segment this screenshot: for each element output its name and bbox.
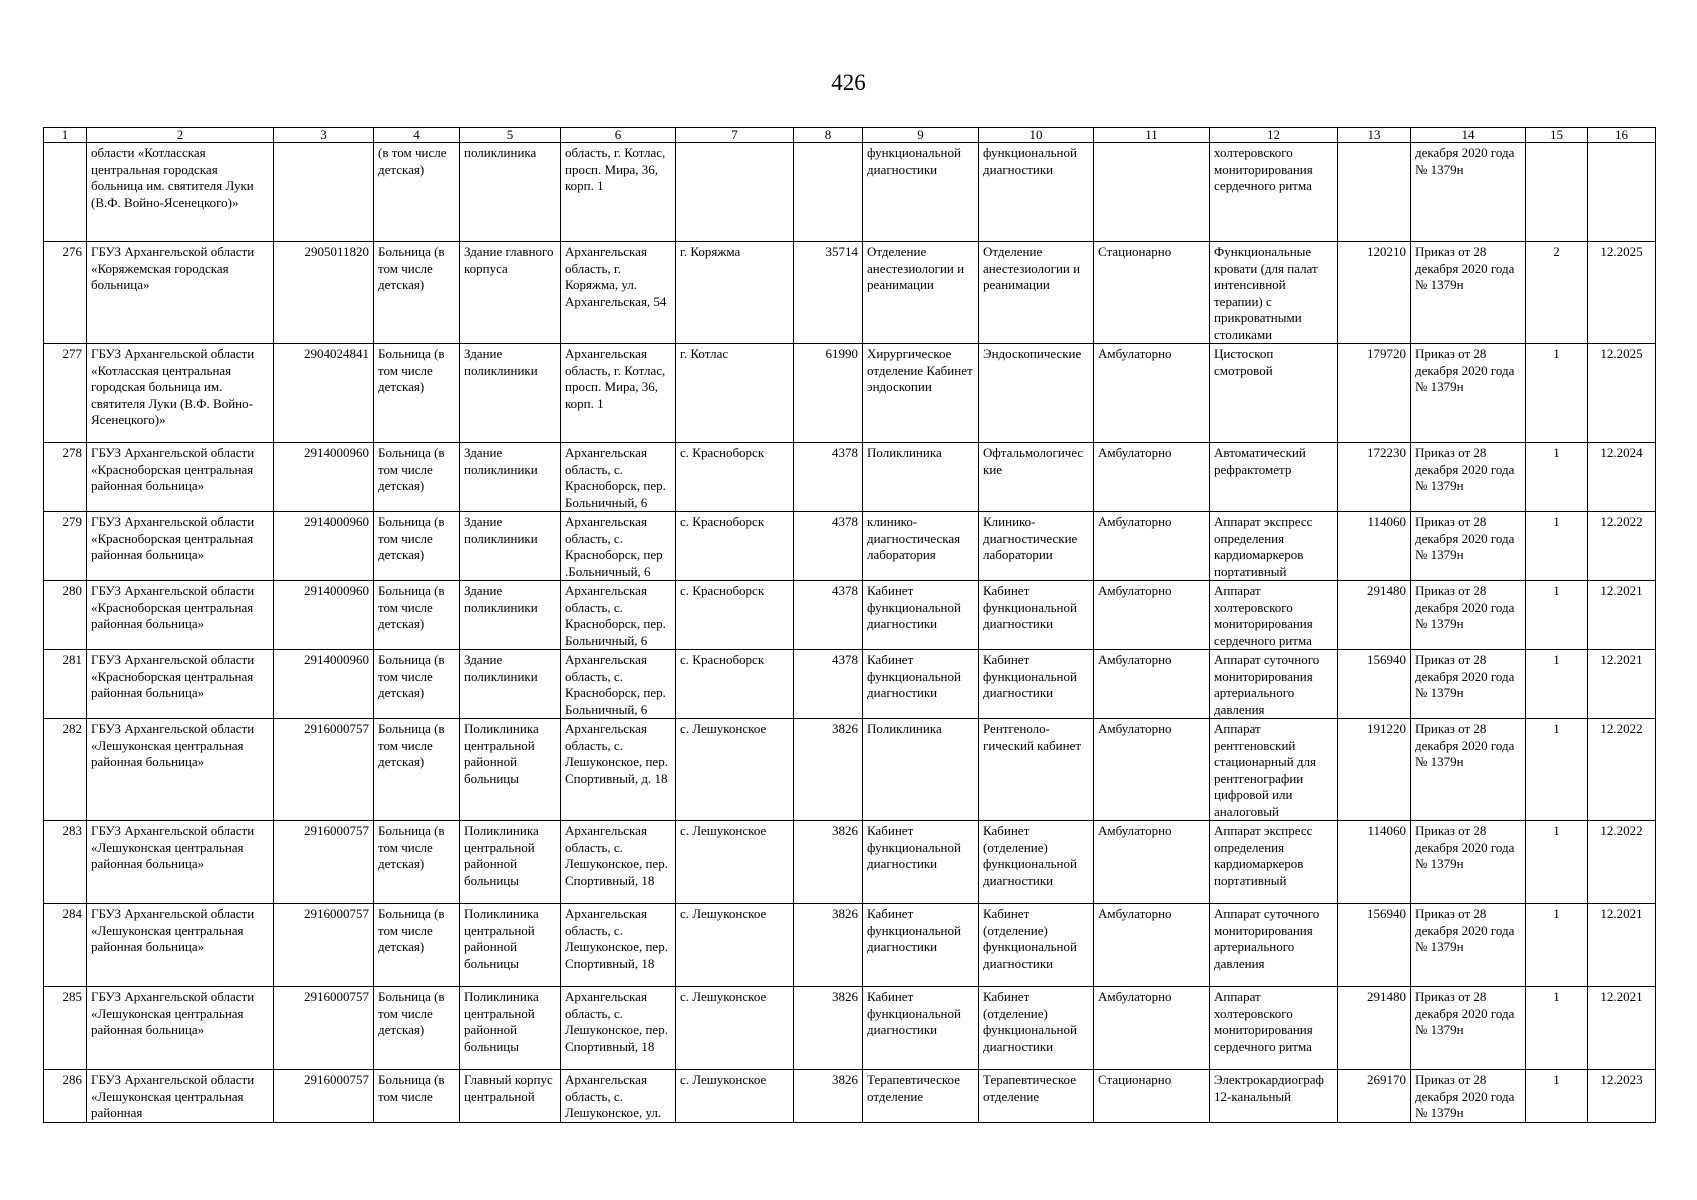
- column-header-5: 5: [460, 128, 561, 143]
- table-cell-col-4: Больница (в том числе детская): [374, 904, 460, 987]
- table-cell-col-8: 61990: [794, 344, 863, 443]
- table-cell-col-8: 3826: [794, 904, 863, 987]
- table-cell-col-1: 277: [44, 344, 87, 443]
- table-cell-col-8: 35714: [794, 242, 863, 344]
- table-cell-col-8: 3826: [794, 821, 863, 904]
- table-cell-col-11: Амбулаторно: [1094, 987, 1210, 1070]
- table-cell-col-13: 156940: [1338, 904, 1411, 987]
- table-cell-col-9: Поликлиника: [863, 443, 979, 512]
- table-cell-col-5: поликлиника: [460, 143, 561, 242]
- table-cell-col-2: ГБУЗ Архангельской области «Лешуконская центральная районная больница»: [87, 719, 274, 821]
- table-cell-col-4: Больница (в том числе: [374, 1070, 460, 1123]
- table-cell-col-9: Отделение анестезиологии и реанимации: [863, 242, 979, 344]
- table-cell-col-5: Поликлиника центральной районной больницы: [460, 904, 561, 987]
- table-cell-col-13: 291480: [1338, 581, 1411, 650]
- table-cell-col-14: Приказ от 28 декабря 2020 года № 1379н: [1411, 344, 1526, 443]
- table-cell-col-14: Приказ от 28 декабря 2020 года № 1379н: [1411, 904, 1526, 987]
- table-cell-col-6: Архангельская область, г. Котлас, просп. Мира, 36, корп. 1: [561, 344, 676, 443]
- table-cell-col-11: Стационарно: [1094, 242, 1210, 344]
- table-cell-col-1: 284: [44, 904, 87, 987]
- table-cell-col-13: 179720: [1338, 344, 1411, 443]
- table-cell-col-4: (в том числе детская): [374, 143, 460, 242]
- table-cell-col-11: Амбулаторно: [1094, 443, 1210, 512]
- table-cell-col-3: [274, 143, 374, 242]
- table-cell-col-13: 114060: [1338, 512, 1411, 581]
- table-cell-col-4: Больница (в том числе детская): [374, 581, 460, 650]
- table-cell-col-7: [676, 143, 794, 242]
- table-cell-col-8: 4378: [794, 512, 863, 581]
- table-cell-col-11: Стационарно: [1094, 1070, 1210, 1123]
- table-cell-col-10: Кабинет (отделение) функциональной диагностики: [979, 904, 1094, 987]
- column-header-2: 2: [87, 128, 274, 143]
- table-cell-col-12: Аппарат холтеровского мониторирования сердечного ритма: [1210, 581, 1338, 650]
- table-cell-col-5: Здание поликлиники: [460, 512, 561, 581]
- table-cell-col-14: Приказ от 28 декабря 2020 года № 1379н: [1411, 1070, 1526, 1123]
- table-row: [44, 904, 1656, 987]
- table-row: [44, 344, 1656, 443]
- table-cell-col-8: 4378: [794, 650, 863, 719]
- page-number: 426: [831, 70, 866, 95]
- table-cell-col-8: 4378: [794, 443, 863, 512]
- table-cell-col-11: [1094, 143, 1210, 242]
- table-cell-col-15: 1: [1526, 821, 1588, 904]
- table-cell-col-4: Больница (в том числе детская): [374, 821, 460, 904]
- table-cell-col-13: 269170: [1338, 1070, 1411, 1123]
- table-cell-col-16: 12.2023: [1588, 1070, 1656, 1123]
- table-cell-col-3: 2916000757: [274, 987, 374, 1070]
- table-cell-col-3: 2916000757: [274, 1070, 374, 1123]
- table-cell-col-5: Поликлиника центральной районной больницы: [460, 821, 561, 904]
- table-cell-col-15: 1: [1526, 344, 1588, 443]
- column-header-15: 15: [1526, 128, 1588, 143]
- table-cell-col-1: 281: [44, 650, 87, 719]
- table-cell-col-16: 12.2025: [1588, 344, 1656, 443]
- table-cell-col-2: области «Котласская центральная городская больница им. святителя Луки (В.Ф. Войно-Ясенецкого)»: [87, 143, 274, 242]
- table-cell-col-16: 12.2021: [1588, 650, 1656, 719]
- table-cell-col-11: Амбулаторно: [1094, 344, 1210, 443]
- table-cell-col-11: Амбулаторно: [1094, 512, 1210, 581]
- table-cell-col-2: ГБУЗ Архангельской области «Коряжемская городская больница»: [87, 242, 274, 344]
- table-cell-col-3: 2914000960: [274, 581, 374, 650]
- table-cell-col-15: 1: [1526, 650, 1588, 719]
- table-cell-col-14: Приказ от 28 декабря 2020 года № 1379н: [1411, 821, 1526, 904]
- table-cell-col-5: Здание главного корпуса: [460, 242, 561, 344]
- table-cell-col-9: Кабинет функциональной диагностики: [863, 904, 979, 987]
- table-cell-col-5: Здание поликлиники: [460, 443, 561, 512]
- table-cell-col-15: 1: [1526, 719, 1588, 821]
- table-cell-col-15: 1: [1526, 443, 1588, 512]
- table-cell-col-2: ГБУЗ Архангельской области «Лешуконская центральная районная больница»: [87, 821, 274, 904]
- table-cell-col-6: Архангельская область, с. Красноборск, пер. Больничный, 6: [561, 650, 676, 719]
- column-header-8: 8: [794, 128, 863, 143]
- table-cell-col-6: Архангельская область, с. Лешуконское, пер. Спортивный, 18: [561, 987, 676, 1070]
- table-cell-col-2: ГБУЗ Архангельской области «Красноборская центральная районная больница»: [87, 581, 274, 650]
- column-header-11: 11: [1094, 128, 1210, 143]
- table-cell-col-8: 4378: [794, 581, 863, 650]
- table-cell-col-6: Архангельская область, с. Лешуконское, ул.: [561, 1070, 676, 1123]
- table-cell-col-3: 2916000757: [274, 719, 374, 821]
- table-cell-col-9: Кабинет функциональной диагностики: [863, 821, 979, 904]
- table-row: [44, 719, 1656, 821]
- table-cell-col-15: 1: [1526, 987, 1588, 1070]
- table-cell-col-12: Аппарат суточного мониторирования артериального давления: [1210, 904, 1338, 987]
- table-cell-col-3: 2916000757: [274, 904, 374, 987]
- table-cell-col-7: с. Лешуконское: [676, 987, 794, 1070]
- table-cell-col-14: Приказ от 28 декабря 2020 года № 1379н: [1411, 650, 1526, 719]
- column-header-9: 9: [863, 128, 979, 143]
- table-cell-col-5: Поликлиника центральной районной больницы: [460, 719, 561, 821]
- table-cell-col-11: Амбулаторно: [1094, 821, 1210, 904]
- table-cell-col-6: Архангельская область, с. Лешуконское, пер. Спортивный, 18: [561, 821, 676, 904]
- column-header-14: 14: [1411, 128, 1526, 143]
- table-cell-col-6: Архангельская область, с. Красноборск, пер .Больничный, 6: [561, 512, 676, 581]
- table-cell-col-15: [1526, 143, 1588, 242]
- column-header-7: 7: [676, 128, 794, 143]
- equipment-table: [43, 127, 1656, 1123]
- table-cell-col-9: Кабинет функциональной диагностики: [863, 581, 979, 650]
- table-cell-col-6: Архангельская область, г. Коряжма, ул. Архангельская, 54: [561, 242, 676, 344]
- table-row: [44, 821, 1656, 904]
- table-cell-col-2: ГБУЗ Архангельской области «Красноборская центральная районная больница»: [87, 512, 274, 581]
- table-cell-col-6: Архангельская область, с. Лешуконское, пер. Спортивный, д. 18: [561, 719, 676, 821]
- table-cell-col-10: Кабинет (отделение) функциональной диагностики: [979, 821, 1094, 904]
- table-cell-col-14: Приказ от 28 декабря 2020 года № 1379н: [1411, 512, 1526, 581]
- table-cell-col-13: [1338, 143, 1411, 242]
- table-cell-col-9: функциональной диагностики: [863, 143, 979, 242]
- table-cell-col-12: Аппарат суточного мониторирования артериального давления: [1210, 650, 1338, 719]
- table-cell-col-4: Больница (в том числе детская): [374, 719, 460, 821]
- table-cell-col-15: 1: [1526, 904, 1588, 987]
- table-cell-col-12: Аппарат холтеровского мониторирования сердечного ритма: [1210, 987, 1338, 1070]
- table-cell-col-1: 286: [44, 1070, 87, 1123]
- table-cell-col-13: 114060: [1338, 821, 1411, 904]
- table-cell-col-13: 291480: [1338, 987, 1411, 1070]
- table-cell-col-3: 2914000960: [274, 650, 374, 719]
- table-cell-col-15: 1: [1526, 581, 1588, 650]
- table-row: [44, 242, 1656, 344]
- table-cell-col-3: 2914000960: [274, 443, 374, 512]
- table-cell-col-7: с. Лешуконское: [676, 719, 794, 821]
- table-cell-col-12: Аппарат рентгеновский стационарный для рентгенографии цифровой или аналоговый: [1210, 719, 1338, 821]
- table-cell-col-16: 12.2021: [1588, 581, 1656, 650]
- table-cell-col-2: ГБУЗ Архангельской области «Красноборская центральная районная больница»: [87, 443, 274, 512]
- table-cell-col-1: [44, 143, 87, 242]
- table-cell-col-10: Отделение анестезиологии и реанимации: [979, 242, 1094, 344]
- table-row: [44, 443, 1656, 512]
- table-cell-col-10: Офтальмологические: [979, 443, 1094, 512]
- table-cell-col-14: Приказ от 28 декабря 2020 года № 1379н: [1411, 242, 1526, 344]
- column-header-13: 13: [1338, 128, 1411, 143]
- table-cell-col-10: Клинико-диагностические лаборатории: [979, 512, 1094, 581]
- table-cell-col-2: ГБУЗ Архангельской области «Котласская центральная городская больница им. святителя Луки (В.Ф. Войно-Ясенецкого)»: [87, 344, 274, 443]
- table-row: [44, 143, 1656, 242]
- table-cell-col-10: функциональной диагностики: [979, 143, 1094, 242]
- table-cell-col-16: 12.2021: [1588, 987, 1656, 1070]
- table-cell-col-11: Амбулаторно: [1094, 719, 1210, 821]
- table-cell-col-11: Амбулаторно: [1094, 650, 1210, 719]
- table-cell-col-15: 1: [1526, 1070, 1588, 1123]
- table-body: [44, 143, 1656, 1123]
- table-row: [44, 1070, 1656, 1123]
- table-cell-col-8: [794, 143, 863, 242]
- table-cell-col-7: с. Красноборск: [676, 650, 794, 719]
- table-cell-col-10: Рентгеноло-гический кабинет: [979, 719, 1094, 821]
- table-cell-col-14: Приказ от 28 декабря 2020 года № 1379н: [1411, 443, 1526, 512]
- table-cell-col-13: 156940: [1338, 650, 1411, 719]
- table-cell-col-16: [1588, 143, 1656, 242]
- table-cell-col-1: 285: [44, 987, 87, 1070]
- table-cell-col-7: с. Красноборск: [676, 443, 794, 512]
- table-cell-col-5: Главный корпус центральной: [460, 1070, 561, 1123]
- table-cell-col-7: с. Лешуконское: [676, 821, 794, 904]
- table-cell-col-7: с. Красноборск: [676, 581, 794, 650]
- table-row: [44, 987, 1656, 1070]
- table-cell-col-10: Кабинет (отделение) функциональной диагностики: [979, 987, 1094, 1070]
- table-cell-col-7: г. Коряжма: [676, 242, 794, 344]
- table-cell-col-12: Функциональные кровати (для палат интенсивной терапии) с прикроватными столиками: [1210, 242, 1338, 344]
- column-header-4: 4: [374, 128, 460, 143]
- table-cell-col-1: 279: [44, 512, 87, 581]
- table-cell-col-16: 12.2025: [1588, 242, 1656, 344]
- table-cell-col-4: Больница (в том числе детская): [374, 512, 460, 581]
- table-cell-col-6: область, г. Котлас, просп. Мира, 36, корп. 1: [561, 143, 676, 242]
- column-header-3: 3: [274, 128, 374, 143]
- column-header-1: 1: [44, 128, 87, 143]
- table-cell-col-12: Аппарат экспресс определения кардиомаркеров портативный: [1210, 512, 1338, 581]
- table-cell-col-4: Больница (в том числе детская): [374, 987, 460, 1070]
- table-cell-col-15: 2: [1526, 242, 1588, 344]
- table-cell-col-9: клинико-диагностическая лаборатория: [863, 512, 979, 581]
- table-cell-col-5: Здание поликлиники: [460, 650, 561, 719]
- table-cell-col-3: 2914000960: [274, 512, 374, 581]
- table-cell-col-4: Больница (в том числе детская): [374, 242, 460, 344]
- table-cell-col-7: с. Лешуконское: [676, 1070, 794, 1123]
- table-cell-col-10: Терапевтическое отделение: [979, 1070, 1094, 1123]
- table-cell-col-9: Хирургическое отделение Кабинет эндоскопии: [863, 344, 979, 443]
- table-cell-col-8: 3826: [794, 719, 863, 821]
- table-cell-col-12: Аппарат экспресс определения кардиомаркеров портативный: [1210, 821, 1338, 904]
- table-cell-col-9: Поликлиника: [863, 719, 979, 821]
- column-header-6: 6: [561, 128, 676, 143]
- table-cell-col-14: Приказ от 28 декабря 2020 года № 1379н: [1411, 581, 1526, 650]
- table-cell-col-16: 12.2022: [1588, 719, 1656, 821]
- table-cell-col-9: Терапевтическое отделение: [863, 1070, 979, 1123]
- table-cell-col-2: ГБУЗ Архангельской области «Лешуконская центральная районная: [87, 1070, 274, 1123]
- table-cell-col-13: 120210: [1338, 242, 1411, 344]
- table-cell-col-1: 276: [44, 242, 87, 344]
- table-cell-col-1: 278: [44, 443, 87, 512]
- table-cell-col-8: 3826: [794, 1070, 863, 1123]
- table-cell-col-16: 12.2024: [1588, 443, 1656, 512]
- table-cell-col-11: Амбулаторно: [1094, 904, 1210, 987]
- table-cell-col-6: Архангельская область, с. Лешуконское, пер. Спортивный, 18: [561, 904, 676, 987]
- table-cell-col-13: 172230: [1338, 443, 1411, 512]
- table-cell-col-5: Здание поликлиники: [460, 581, 561, 650]
- table-cell-col-16: 12.2021: [1588, 904, 1656, 987]
- table-cell-col-6: Архангельская область, с. Красноборск, пер. Больничный, 6: [561, 443, 676, 512]
- table-cell-col-4: Больница (в том числе детская): [374, 344, 460, 443]
- table-cell-col-6: Архангельская область, с. Красноборск, пер. Больничный, 6: [561, 581, 676, 650]
- table-cell-col-12: холтеровского мониторирования сердечного ритма: [1210, 143, 1338, 242]
- table-cell-col-2: ГБУЗ Архангельской области «Лешуконская центральная районная больница»: [87, 987, 274, 1070]
- table-cell-col-1: 280: [44, 581, 87, 650]
- column-header-12: 12: [1210, 128, 1338, 143]
- table-cell-col-16: 12.2022: [1588, 821, 1656, 904]
- table-row: [44, 581, 1656, 650]
- table-row: [44, 650, 1656, 719]
- table-cell-col-16: 12.2022: [1588, 512, 1656, 581]
- table-cell-col-14: Приказ от 28 декабря 2020 года № 1379н: [1411, 987, 1526, 1070]
- table-cell-col-8: 3826: [794, 987, 863, 1070]
- table-cell-col-12: Электрокардиограф 12-канальный: [1210, 1070, 1338, 1123]
- table-cell-col-13: 191220: [1338, 719, 1411, 821]
- table-cell-col-10: Кабинет функциональной диагностики: [979, 581, 1094, 650]
- table-cell-col-3: 2904024841: [274, 344, 374, 443]
- column-header-16: 16: [1588, 128, 1656, 143]
- table-cell-col-9: Кабинет функциональной диагностики: [863, 650, 979, 719]
- table-cell-col-9: Кабинет функциональной диагностики: [863, 987, 979, 1070]
- table-cell-col-12: Цистоскоп смотровой: [1210, 344, 1338, 443]
- table-cell-col-3: 2905011820: [274, 242, 374, 344]
- table-cell-col-4: Больница (в том числе детская): [374, 443, 460, 512]
- table-cell-col-5: Поликлиника центральной районной больницы: [460, 987, 561, 1070]
- table-cell-col-1: 283: [44, 821, 87, 904]
- table-cell-col-11: Амбулаторно: [1094, 581, 1210, 650]
- table-cell-col-14: Приказ от 28 декабря 2020 года № 1379н: [1411, 719, 1526, 821]
- table-cell-col-14: декабря 2020 года № 1379н: [1411, 143, 1526, 242]
- table-cell-col-7: с. Лешуконское: [676, 904, 794, 987]
- table-cell-col-10: Эндоскопические: [979, 344, 1094, 443]
- table-cell-col-4: Больница (в том числе детская): [374, 650, 460, 719]
- table-cell-col-1: 282: [44, 719, 87, 821]
- table-cell-col-2: ГБУЗ Архангельской области «Лешуконская центральная районная больница»: [87, 904, 274, 987]
- table-cell-col-7: с. Красноборск: [676, 512, 794, 581]
- table-cell-col-2: ГБУЗ Архангельской области «Красноборская центральная районная больница»: [87, 650, 274, 719]
- table-row: [44, 512, 1656, 581]
- table-cell-col-7: г. Котлас: [676, 344, 794, 443]
- table-cell-col-3: 2916000757: [274, 821, 374, 904]
- table-cell-col-12: Автоматический рефрактометр: [1210, 443, 1338, 512]
- column-header-10: 10: [979, 128, 1094, 143]
- header-row: [44, 128, 1656, 143]
- table-cell-col-15: 1: [1526, 512, 1588, 581]
- table-cell-col-5: Здание поликлиники: [460, 344, 561, 443]
- table-cell-col-10: Кабинет функциональной диагностики: [979, 650, 1094, 719]
